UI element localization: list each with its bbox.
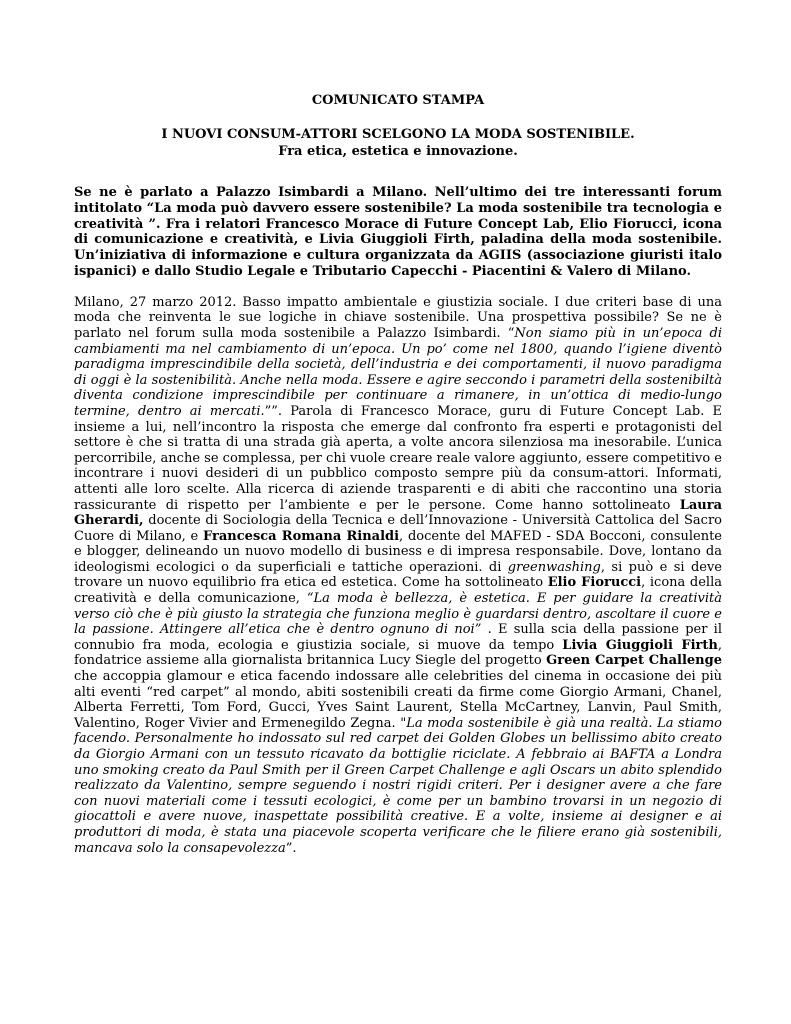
- body-text: che accoppia glamour e etica facendo indossare alle celebrities del cinema in occasione dei più alti eventi “red carpet” al mondo, abiti sostenibili creati da firme come Giorgio Armani, Chanel, Alberta Ferretti, Tom Ford, Gucci, Yves Saint Laurent, Stella McCartney, Lanvin, Paul Smith, Valentino, Roger Vivier and Ermenegildo Zegna.: [74, 669, 722, 731]
- speaker-name: Laura Gherardi,: [74, 497, 722, 529]
- body-text: Milano, 27 marzo 2012. Basso impatto ambientale e giustizia sociale. I due criteri base di una moda che reinventa le sue logiche in chiave sostenibile. Una prospettiva possibile? Se ne è parlato nel forum sulla moda sostenibile a Palazzo Isimbardi. “: [74, 294, 722, 341]
- document-subtitle: Fra etica, estetica e innovazione.: [278, 144, 518, 159]
- morace-quote: Non siamo più in un’epoca di cambiamenti ma nel cambiamento di un’epoca. Un po’ come nel 1800, quando l’igiene diventò paradigma imprescindibile della società, dell’industria e dei comportamenti, il nuovo paradigma di oggi è la sostenibilità. Anche nella moda. Essere e agire seccondo i parametri della sostenibiltà diventa condizione imprescindibile per continuare a rimanere, in un’ottica di medio-lungo termine, dentro ai mercati.: [74, 325, 722, 419]
- body-text: , fondatrice assieme alla giornalista britannica Lucy Siegle del progetto: [74, 637, 722, 669]
- press-release-page: [74, 92, 722, 856]
- body-text: . E sulla scia della passione per il connubio fra moda, ecologia e giustizia sociale, si muove da tempo: [74, 622, 722, 653]
- fiorucci-quote: “La moda è bellezza, è estetica. E per guidare la creatività verso ciò che è più giusto la strategia che funziona meglio è guardarsi dentro, ascoltare il cuore e la passione. Attingere all’etica che è dentro ognuno di noi”: [74, 591, 722, 638]
- firth-quote: "La moda sostenibile è già una realtà. La stiamo facendo. Personalmente ho indossato sul red carpet dei Golden Globes un bellissimo abito creato da Giorgio Armani con un tessuto ricavato da bottiglie riciclate. A febbraio ai BAFTA a Londra uno smoking creato da Paul Smith per il Green Carpet Challenge e agli Oscars un abito splendido realizzato da Valentino, sempre seguendo i nostri rigidi criteri. Per i designer avere a che fare con nuovi materiali come i tessuti ecologici, è come per un bambino trovarsi in un negozio di giocattoli e avere nuove, inaspettate possibilità creative. E a volte, insieme ai designer e ai produttori di moda, è stata una piacevole scoperta verificare che le filiere erano già sostenibili, mancava solo la consapevolezza: [74, 715, 723, 856]
- body-text: , icona della creatività e della comunicazione,: [74, 575, 722, 607]
- body-text: ”.: [285, 840, 297, 856]
- project-name: Green Carpet Challenge: [546, 653, 722, 669]
- document-kind: COMUNICATO STAMPA: [311, 93, 485, 108]
- body-text: docente di Sociologia della Tecnica e dell’Innovazione - Università Cattolica del Sacro Cuore di Milano, e: [74, 513, 722, 544]
- body-text: , si può e si deve trovare un nuovo equilibrio fra etica ed estetica. Come ha sottolineato: [74, 559, 722, 591]
- speaker-name: Elio Fiorucci: [547, 575, 642, 591]
- body-paragraph: [74, 295, 722, 856]
- speaker-name: Livia Giuggioli Firth: [562, 637, 718, 653]
- body-text: , docente del MAFED - SDA Bocconi, consulente e blogger, delineando un nuovo modello di business e di impresa responsabile. Dove, lontano da ideologismi ecologici o da superficiali e tattiche operazioni. di: [74, 528, 723, 575]
- lead-paragraph: Se ne è parlato a Palazzo Isimbardi a Milano. Nell’ultimo dei tre interessanti forum intitolato “La moda può davvero essere sostenibile? La moda sostenibile tra tecnologia e creatività ”. Fra i relatori Francesco Morace di Future Concept Lab, Elio Fiorucci, icona di comunicazione e creatività, e Livia Giuggioli Firth, paladina della moda sostenibile. Un’iniziativa di informazione e cultura organizzata da AGIIS (associazione giuristi italo ispanici) e dallo Studio Legale e Tributario Capecchi - Piacentini & Valero di Milano.: [74, 185, 722, 279]
- speaker-name: Francesca Romana Rinaldi: [203, 528, 400, 544]
- term-italic: greenwashing: [507, 559, 601, 575]
- body-text: ””. Parola di Francesco Morace, guru di Future Concept Lab. E insieme a lui, nell’incontro la risposta che emerge dal confronto fra esperti e protagonisti del settore è che si tratta di una strada già aperta, a volte ancora silenziosa ma inesorabile. L’unica percorribile, anche se complessa, per chi vuole creare reale valore aggiunto, essere competitivo e incontrare i nuovi desideri di un pubblico composto sempre più da consum-attori. Informati, attenti alle loro scelte. Alla ricerca di aziende trasparenti e di abiti che raccontino una storia rassicurante di rispetto per l’ambiente e per le persone. Come hanno sottolineato: [74, 403, 722, 513]
- document-title: I NUOVI CONSUM-ATTORI SCELGONO LA MODA SOSTENIBILE.: [161, 127, 635, 142]
